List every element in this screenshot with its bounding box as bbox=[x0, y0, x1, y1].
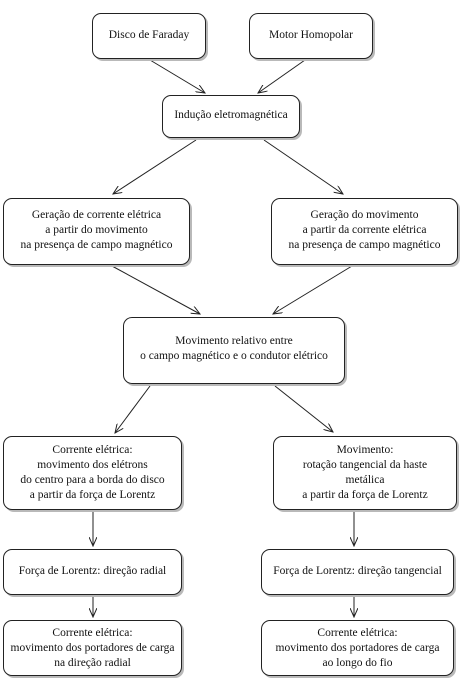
node-text: Corrente elétrica: bbox=[317, 627, 398, 639]
node-geracao-corrente-eletrica bbox=[3, 198, 190, 265]
node-text: Corrente elétrica: bbox=[52, 444, 133, 456]
node-inducao-eletromagnetica bbox=[162, 95, 300, 138]
node-text: Força de Lorentz: direção tangencial bbox=[273, 565, 442, 577]
node-text: ao longo do fio bbox=[322, 657, 393, 669]
node-text: o campo magnético e o condutor elétrico bbox=[140, 350, 328, 362]
node-text: Indução eletromagnética bbox=[174, 109, 288, 121]
node-text: a partir da força de Lorentz bbox=[29, 489, 156, 501]
arrow-geracao-corrente-to-movimento-relativo bbox=[112, 266, 200, 314]
node-text: a partir da corrente elétrica bbox=[302, 224, 427, 236]
node-forca-lorentz-radial bbox=[3, 549, 182, 595]
node-text: Geração do movimento bbox=[310, 209, 419, 221]
node-text: Disco de Faraday bbox=[108, 29, 190, 41]
node-movimento-relativo bbox=[123, 317, 345, 384]
node-text: do centro para a borda do disco bbox=[20, 474, 165, 486]
node-text: na presença de campo magnético bbox=[20, 239, 173, 251]
node-text: na direção radial bbox=[54, 657, 131, 669]
node-text: Geração de corrente elétrica bbox=[31, 209, 162, 221]
node-text: rotação tangencial da haste bbox=[302, 459, 428, 471]
node-text: Movimento relativo entre bbox=[175, 335, 293, 347]
node-text: Força de Lorentz: direção radial bbox=[18, 565, 167, 577]
node-text: a partir do movimento bbox=[45, 224, 148, 236]
node-geracao-movimento bbox=[271, 198, 458, 265]
node-text: na presença de campo magnético bbox=[288, 239, 441, 251]
node-text: Corrente elétrica: bbox=[52, 627, 133, 639]
node-forca-lorentz-tangencial bbox=[261, 549, 454, 595]
node-text: a partir da força de Lorentz bbox=[302, 489, 428, 501]
arrow-inducao-to-geracao-movimento bbox=[264, 140, 343, 194]
arrow-inducao-to-geracao-corrente bbox=[113, 140, 196, 194]
arrow-motor-to-inducao bbox=[258, 60, 305, 93]
node-text: Motor Homopolar bbox=[268, 29, 353, 41]
node-text: movimento dos elétrons bbox=[37, 459, 148, 471]
arrow-movimento-relativo-to-movimento bbox=[275, 386, 333, 432]
arrow-disco-to-inducao bbox=[150, 60, 205, 93]
arrow-geracao-movimento-to-movimento-relativo bbox=[273, 266, 352, 314]
arrow-movimento-relativo-to-corrente bbox=[115, 386, 150, 433]
node-corrente-final-radial bbox=[3, 620, 182, 676]
node-movimento-rotacao bbox=[273, 436, 457, 510]
node-text: movimento dos portadores de carga bbox=[275, 642, 440, 654]
node-text: metálica bbox=[345, 474, 385, 486]
node-disco-de-faraday bbox=[92, 13, 206, 59]
node-corrente-eletrica-eletrons bbox=[3, 436, 182, 510]
node-text: movimento dos portadores de carga bbox=[10, 642, 175, 654]
node-text: Movimento: bbox=[336, 444, 394, 456]
node-corrente-final-fio bbox=[261, 620, 454, 676]
node-motor-homopolar bbox=[249, 13, 373, 59]
